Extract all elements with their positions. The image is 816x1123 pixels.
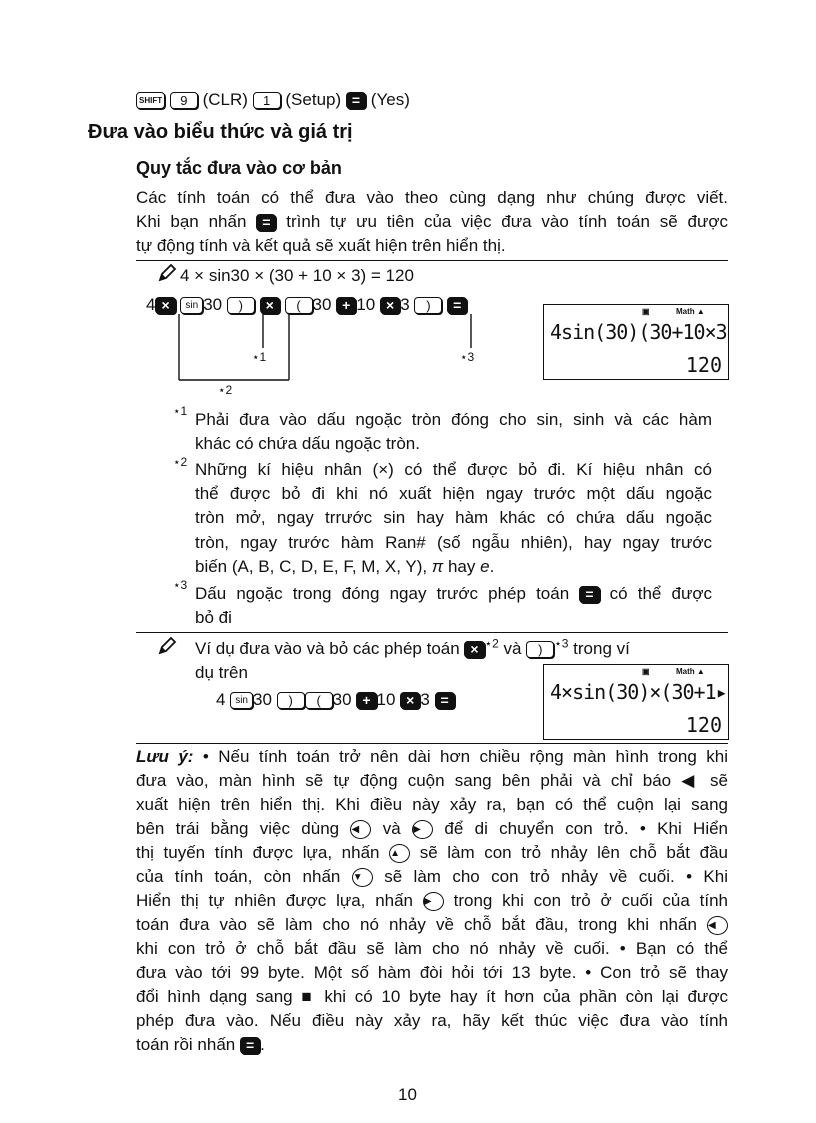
pi-symbol: π — [431, 557, 444, 576]
equals-key: = — [579, 586, 599, 603]
divider — [136, 260, 728, 261]
divider — [136, 632, 728, 633]
star-2: ⋆2 — [484, 636, 499, 651]
shift-key: SHIFT — [136, 92, 165, 109]
example2-line-2: dụ trên — [195, 663, 248, 682]
clr-label: (CLR) — [202, 90, 248, 109]
note-text: toán đưa vào sẽ làm cho nó nhảy về chỗ bắt đầu, trong khi nhấn — [136, 915, 697, 934]
screen-box-indicator: ▣ — [642, 307, 650, 316]
screen-box-indicator: ▣ — [642, 667, 650, 676]
note-3-text-a: Dấu ngoặc trong đóng ngay trước phép toán — [195, 584, 570, 603]
equals-key: = — [346, 92, 366, 109]
seq-30b: 30 — [332, 690, 352, 709]
intro-text-a: Khi bạn nhấn — [136, 212, 247, 231]
plus-key: + — [336, 297, 356, 314]
sin-key: sin — [230, 692, 253, 709]
note-2-line-3: tròn mở, ngay trrước sin hay hàm khác có chứa dấu ngoặc — [195, 508, 712, 527]
star-3: ⋆3 — [554, 636, 569, 651]
screen-mode-indicator: Math ▲ — [676, 307, 705, 316]
close-paren-key: ) — [227, 297, 255, 314]
note-line-1 — [136, 745, 728, 769]
intro-line-1: Các tính toán có thể đưa vào theo cùng dạng như chúng được viết. — [136, 188, 728, 207]
note-text: Hiển thị tự nhiên được lựa, nhấn — [136, 891, 414, 910]
note-text: . — [260, 1035, 265, 1054]
example2-text-a: Ví dụ đưa vào và bỏ các phép toán — [195, 639, 460, 658]
equals-key: = — [240, 1037, 260, 1054]
marker-1: ⋆1 — [252, 350, 267, 364]
note-1-marker: ⋆1 — [173, 404, 188, 418]
intro-line-2 — [136, 210, 728, 234]
multiply-key: × — [155, 297, 175, 314]
note-3-line-2: bỏ đi — [195, 608, 232, 627]
equals-key: = — [435, 692, 455, 709]
setup-key-sequence — [136, 88, 410, 112]
note-text: và — [382, 819, 401, 838]
note-text: sẽ làm cho con trỏ nhảy về cuối. • Khi — [384, 867, 729, 886]
example2-line-1 — [195, 637, 630, 661]
note-3-text-b: có thể được — [609, 584, 712, 603]
one-key: 1 — [253, 92, 281, 109]
equals-key: = — [447, 297, 467, 314]
note-line-11 — [136, 985, 728, 1009]
note-text: toán rồi nhấn — [136, 1035, 236, 1054]
note-text: khi có 10 byte hay ít hơn của phần còn lại được — [324, 987, 728, 1006]
multiply-key: × — [380, 297, 400, 314]
down-arrow-key-icon: ▼ — [352, 868, 373, 887]
note-line-12: phép đưa vào. Nếu điều này xảy ra, hãy kết thúc việc đưa vào tính — [136, 1011, 728, 1030]
note-text: đưa vào, màn hình sẽ tự động cuộn sang bên phải và chỉ báo — [136, 771, 672, 790]
intro-line-3: tự động tính và kết quả sẽ xuất hiện trên hiển thị. — [136, 236, 506, 255]
note-text: để di chuyển con trỏ. • Khi Hiển — [444, 819, 729, 838]
note-text: sẽ làm con trỏ nhảy lên chỗ bắt đầu — [419, 843, 728, 862]
cursor-block-icon: ■ — [301, 987, 316, 1006]
sin-key: sin — [180, 297, 203, 314]
screen-result: 120 — [685, 353, 722, 377]
note-text: bên trái bằng việc dùng — [136, 819, 340, 838]
close-paren-key: ) — [414, 297, 442, 314]
close-paren-key: ) — [526, 641, 554, 658]
marker-2: ⋆2 — [218, 383, 233, 397]
callout-lines — [170, 312, 500, 392]
note-2-vars: biến (A, B, C, D, E, F, M, X, Y), — [195, 557, 428, 576]
right-arrow-key-icon: ▶ — [423, 892, 444, 911]
seq-30: 30 — [253, 690, 272, 709]
left-indicator-icon: ◀ — [681, 771, 700, 790]
screen-mode-indicator: Math ▲ — [676, 667, 705, 676]
seq-10: 10 — [376, 690, 396, 709]
note-2-dot: . — [489, 557, 495, 576]
note-line-3: xuất hiện trên hiển thị. Khi điều này xảy ra, bạn có thể cuộn lại sang — [136, 795, 728, 814]
example2-and: và — [503, 639, 522, 658]
note-text: sẽ — [710, 771, 728, 790]
marker-3: ⋆3 — [460, 350, 475, 364]
section-heading: Đưa vào biểu thức và giá trị — [88, 121, 353, 143]
plus-key: + — [356, 692, 376, 709]
note-1-line-2: khác có chứa dấu ngoặc tròn. — [195, 434, 420, 453]
note-line-8 — [136, 913, 728, 937]
example-formula: 4 × sin30 × (30 + 10 × 3) = 120 — [180, 266, 414, 285]
note-text: của tính toán, còn nhấn — [136, 867, 341, 886]
note-text: đổi hình dạng sang — [136, 987, 293, 1006]
seq-3: 3 — [400, 295, 410, 314]
seq-10: 10 — [356, 295, 376, 314]
equals-key: = — [256, 214, 276, 231]
example2-key-sequence — [216, 688, 455, 712]
note-2-marker: ⋆2 — [173, 455, 188, 469]
up-arrow-key-icon: ▲ — [389, 844, 410, 863]
seq-4: 4 — [146, 295, 156, 314]
page-number: 10 — [398, 1085, 417, 1104]
note-2-line-1: Những kí hiệu nhân (×) có thể được bỏ đi. Kí hiệu nhân có — [195, 460, 712, 479]
note-text: thị tuyến tính được lựa, nhấn — [136, 843, 380, 862]
intro-text-b: trình tự ưu tiên của việc đưa vào tính toán sẽ được — [286, 212, 729, 231]
multiply-key: × — [464, 641, 484, 658]
setup-label: (Setup) — [285, 90, 342, 109]
nine-key: 9 — [170, 92, 198, 109]
yes-label: (Yes) — [370, 90, 410, 109]
note-line-4 — [136, 817, 728, 841]
multiply-key: × — [400, 692, 420, 709]
multiply-key: × — [260, 297, 280, 314]
screen-expression: 4sin(30)(30+10×3 — [550, 320, 727, 344]
note-3-marker: ⋆3 — [173, 578, 188, 592]
note-2-line-5 — [195, 555, 494, 579]
note-2-hay: hay — [447, 557, 476, 576]
note-text: • Nếu tính toán trở nên dài hơn chiều rộng màn hình trong khi — [202, 747, 728, 766]
note-3-line-1 — [195, 582, 712, 606]
note-line-2 — [136, 769, 728, 793]
screen-expression: 4×sin(30)×(30+1▸ — [550, 680, 727, 704]
left-arrow-key-icon: ◀ — [707, 916, 728, 935]
right-arrow-key-icon: ▶ — [412, 820, 433, 839]
example2-text-b: trong ví — [573, 639, 630, 658]
subsection-heading: Quy tắc đưa vào cơ bản — [136, 158, 342, 178]
note-line-5 — [136, 841, 728, 865]
seq-30b: 30 — [312, 295, 332, 314]
note-2-line-2: thể được bỏ đi khi nó xuất hiện ngay trước một dấu ngoặc — [195, 484, 712, 503]
seq-4: 4 — [216, 690, 226, 709]
open-paren-key: ( — [305, 692, 333, 709]
note-1-line-1: Phải đưa vào dấu ngoặc tròn đóng cho sin, sinh và các hàm — [195, 410, 712, 429]
seq-30: 30 — [203, 295, 223, 314]
calculator-screen — [543, 664, 729, 740]
note-line-7 — [136, 889, 728, 913]
note-line-13 — [136, 1033, 265, 1057]
note-line-10: đưa vào tới 99 byte. Một số hàm đòi hỏi tới 13 byte. • Con trỏ sẽ thay — [136, 963, 728, 982]
note-line-9: khi con trỏ ở chỗ bắt đầu sẽ làm cho nó nhảy về cuối. • Bạn có thể — [136, 939, 728, 958]
pencil-icon — [157, 263, 177, 283]
left-arrow-key-icon: ◀ — [350, 820, 371, 839]
e-symbol: e — [480, 557, 490, 576]
close-paren-key: ) — [277, 692, 305, 709]
screen-result: 120 — [685, 713, 722, 737]
note-label: Lưu ý: — [136, 747, 194, 766]
seq-3: 3 — [420, 690, 430, 709]
pencil-icon — [157, 636, 177, 656]
open-paren-key: ( — [285, 297, 313, 314]
note-2-line-4: tròn, ngay trước hàm Ran# (số ngẫu nhiên), hay ngay trước — [195, 533, 712, 552]
note-line-6 — [136, 865, 728, 889]
calculator-screen — [543, 304, 729, 380]
note-text: trong khi con trỏ ở cuối của tính — [453, 891, 728, 910]
